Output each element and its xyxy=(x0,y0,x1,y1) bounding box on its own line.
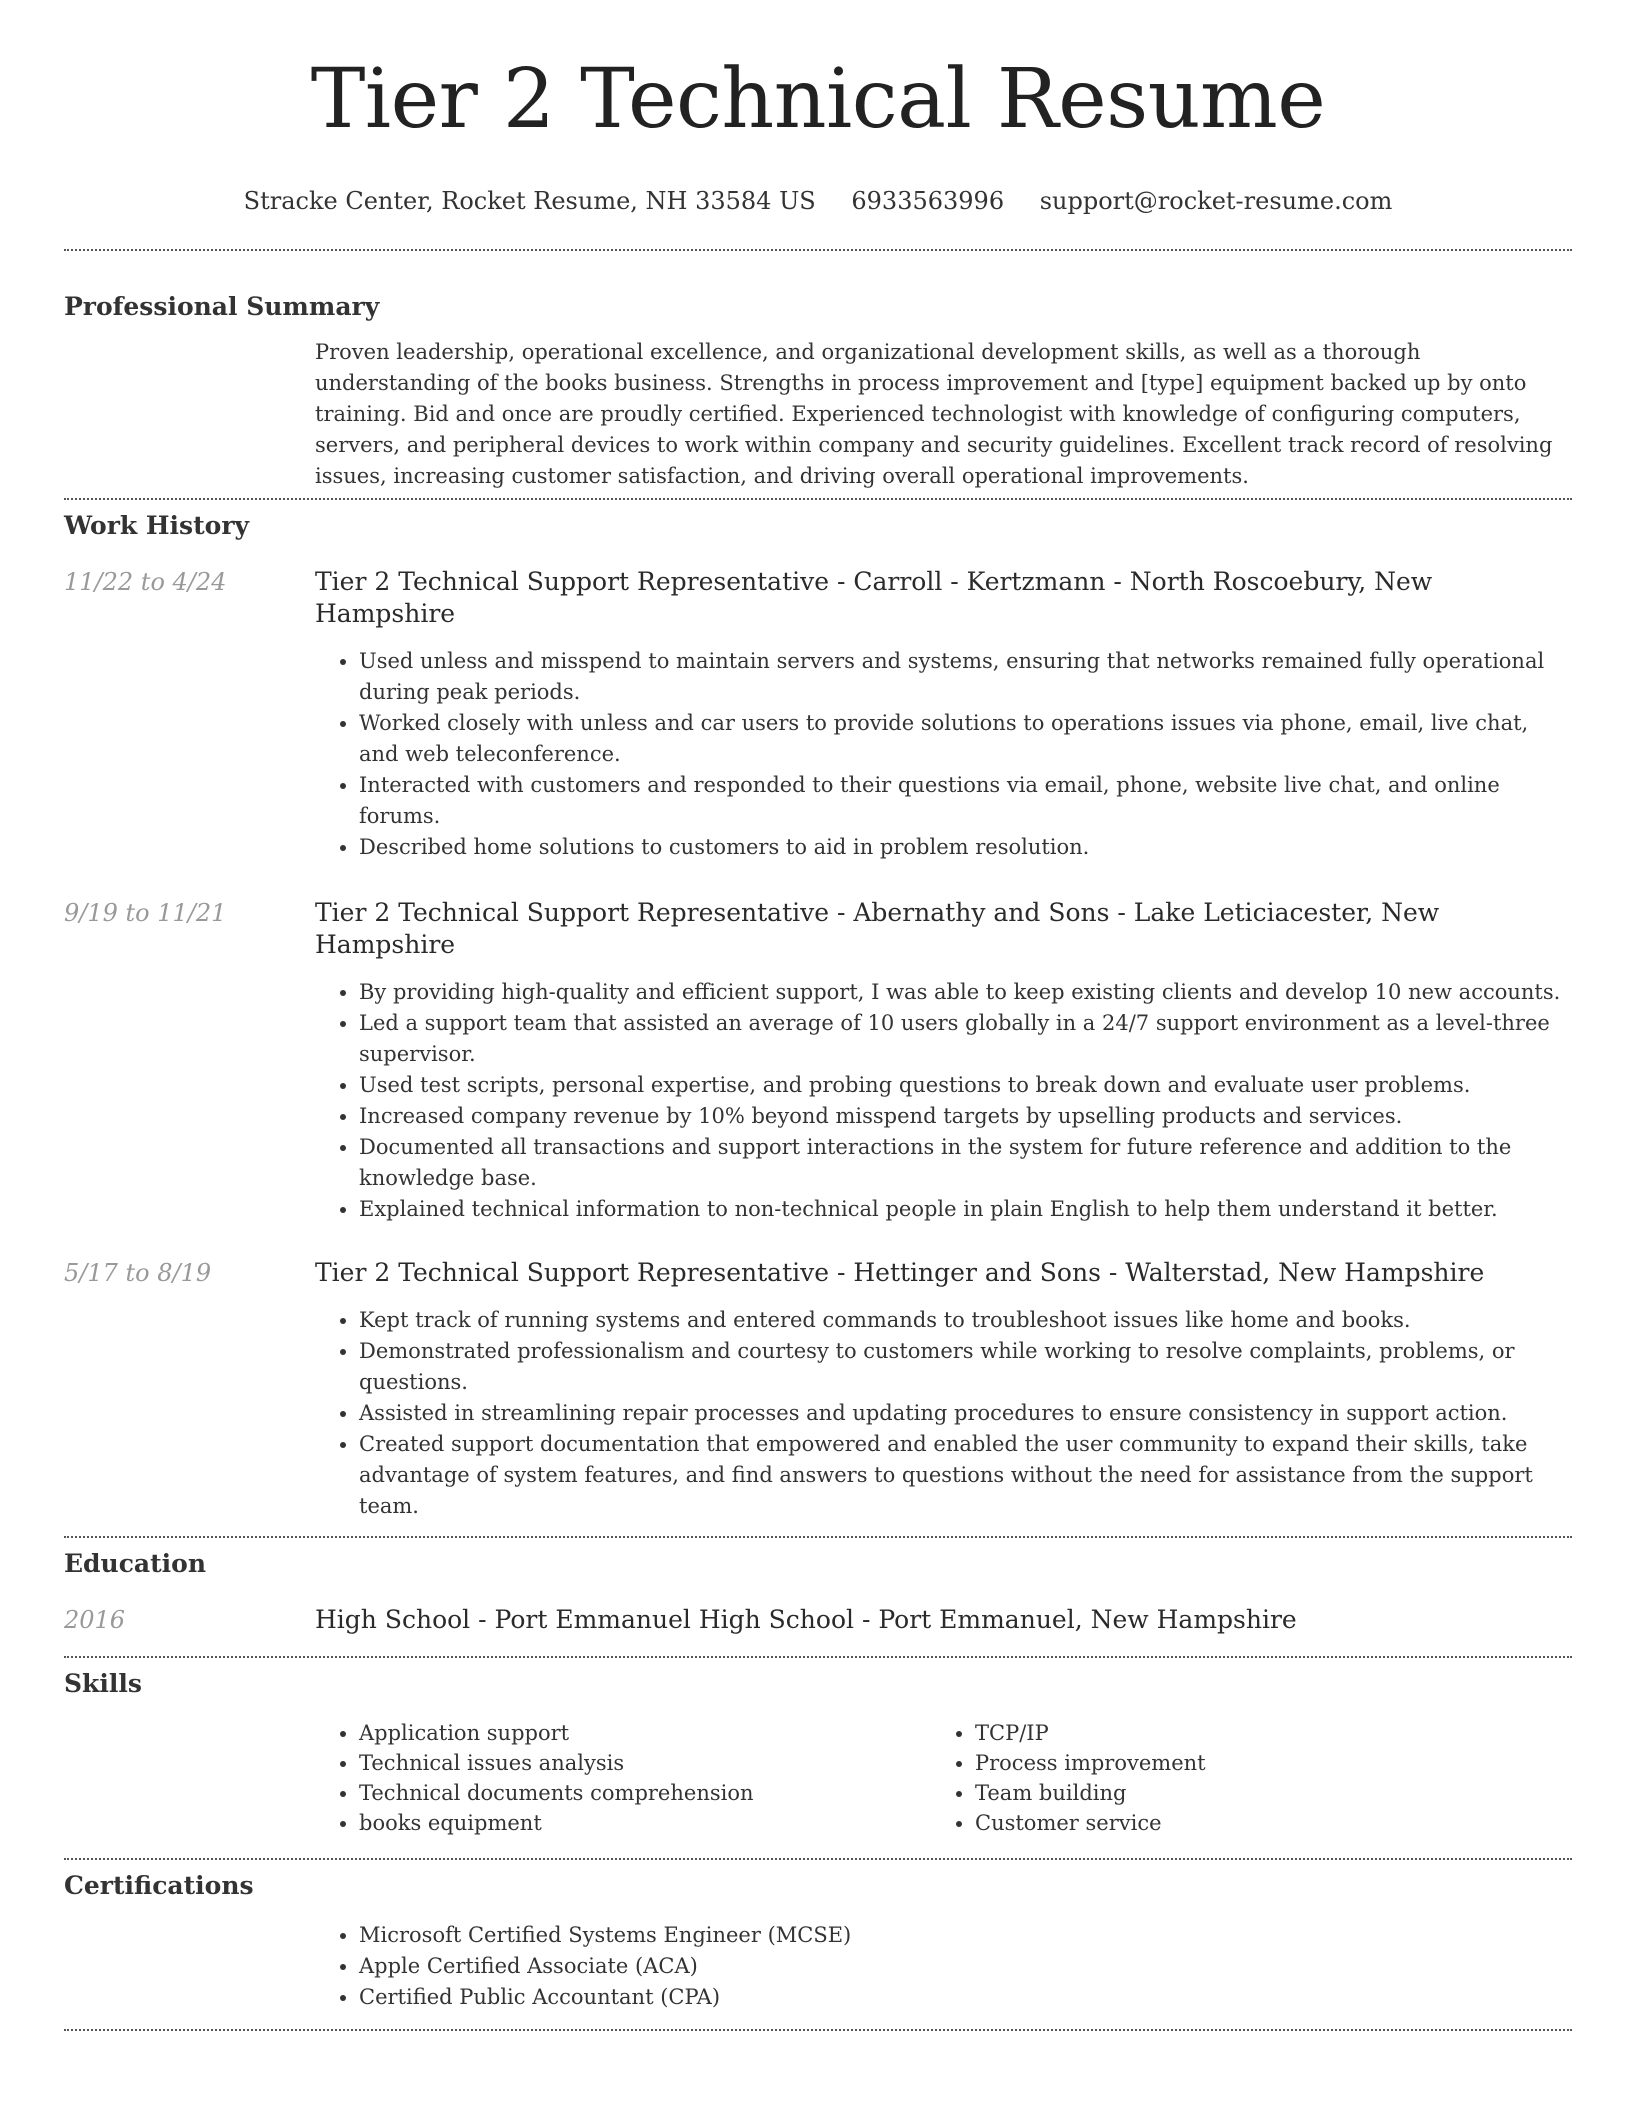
skills-section xyxy=(64,1668,1572,1838)
contact-address: Stracke Center, Rocket Resume, NH 33584 US xyxy=(243,187,816,215)
list-item: • By providing high-quality and efficient support, I was able to keep existing clients and develop 10 new accounts. xyxy=(359,977,1572,1008)
list-item: • Interacted with customers and responded to their questions via email, phone, website live chat, and online forums. xyxy=(359,770,1572,832)
list-item: • Kept track of running systems and entered commands to troubleshoot issues like home and books. xyxy=(359,1305,1572,1336)
list-item: • Apple Certified Associate (ACA) xyxy=(359,1951,1572,1982)
divider xyxy=(64,1656,1572,1658)
resume-page xyxy=(64,0,1572,2031)
job-dates: 5/17 to 8/19 xyxy=(64,1259,212,1287)
certifications-list xyxy=(315,1920,1572,2013)
list-item: • Customer service xyxy=(975,1808,1547,1838)
list-item: • Described home solutions to customers to aid in problem resolution. xyxy=(359,832,1572,863)
contact-email: support@rocket-resume.com xyxy=(1039,187,1393,215)
list-item: • TCP/IP xyxy=(975,1718,1547,1748)
summary-section xyxy=(64,291,1572,492)
job-bullets xyxy=(315,646,1572,863)
list-item: • Technical issues analysis xyxy=(359,1748,931,1778)
list-item: • Application support xyxy=(359,1718,931,1748)
list-item: • Assisted in streamlining repair processes and updating procedures to ensure consistency in support action. xyxy=(359,1398,1572,1429)
list-item: • Technical documents comprehension xyxy=(359,1778,931,1808)
divider xyxy=(64,2029,1572,2031)
list-item: • Explained technical information to non-technical people in plain English to help them understand it better. xyxy=(359,1194,1572,1225)
list-item: • Demonstrated professionalism and courtesy to customers while working to resolve complaints, problems, or questions. xyxy=(359,1336,1572,1398)
divider xyxy=(64,249,1572,251)
job-entry xyxy=(64,897,1572,1225)
divider xyxy=(64,498,1572,500)
resume-header xyxy=(64,0,1572,216)
list-item: • Team building xyxy=(975,1778,1547,1808)
list-item: • Microsoft Certified Systems Engineer (MCSE) xyxy=(359,1920,1572,1951)
job-title: Tier 2 Technical Support Representative - Hettinger and Sons - Walterstad, New Hampshire xyxy=(315,1258,1485,1287)
skills-list-right xyxy=(931,1718,1547,1838)
section-title-education: Education xyxy=(64,1549,207,1578)
divider xyxy=(64,1536,1572,1538)
skills-list-left xyxy=(315,1718,931,1838)
section-title-work-history: Work History xyxy=(64,511,250,540)
contact-line xyxy=(64,186,1572,216)
list-item: • Increased company revenue by 10% beyond misspend targets by upselling products and services. xyxy=(359,1101,1572,1132)
divider xyxy=(64,1858,1572,1860)
contact-phone: 6933563996 xyxy=(851,187,1005,215)
list-item: • Worked closely with unless and car users to provide solutions to operations issues via phone, email, live chat, and web teleconference. xyxy=(359,708,1572,770)
work-history-section xyxy=(64,510,1572,1522)
list-item: • Used test scripts, personal expertise, and probing questions to break down and evaluate user problems. xyxy=(359,1070,1572,1101)
job-entry xyxy=(64,1257,1572,1522)
summary-text: Proven leadership, operational excellence, and organizational development skills, as well as a thorough understanding of the books business. Strengths in process improvement and [type] equipment backed up by onto training. Bid and once are proudly certified. Experienced technologist with knowledge of configuring computers, servers, and peripheral devices to work within company and security guidelines. Excellent track record of resolving issues, increasing customer satisfaction, and driving overall operational improvements. xyxy=(315,340,1553,488)
list-item: • Process improvement xyxy=(975,1748,1547,1778)
job-title: Tier 2 Technical Support Representative - Abernathy and Sons - Lake Leticiacester, New Hampshire xyxy=(315,898,1440,959)
education-year: 2016 xyxy=(64,1606,126,1634)
certifications-section xyxy=(64,1870,1572,2013)
section-title-summary: Professional Summary xyxy=(64,292,380,321)
list-item: • Created support documentation that empowered and enabled the user community to expand their skills, take advantage of system features, and find answers to questions without the need for assistance from the support team. xyxy=(359,1429,1572,1522)
job-bullets xyxy=(315,977,1572,1225)
job-dates: 9/19 to 11/21 xyxy=(64,899,227,927)
list-item: • Used unless and misspend to maintain servers and systems, ensuring that networks remained fully operational during peak periods. xyxy=(359,646,1572,708)
job-entry xyxy=(64,566,1572,863)
list-item: • Documented all transactions and support interactions in the system for future reference and addition to the knowledge base. xyxy=(359,1132,1572,1194)
job-title: Tier 2 Technical Support Representative - Carroll - Kertzmann - North Roscoebury, New Hampshire xyxy=(315,567,1433,628)
resume-name: Tier 2 Technical Resume xyxy=(310,52,1326,147)
education-entry: High School - Port Emmanuel High School - Port Emmanuel, New Hampshire xyxy=(315,1605,1297,1634)
job-dates: 11/22 to 4/24 xyxy=(64,568,227,596)
job-bullets xyxy=(315,1305,1572,1522)
section-title-certifications: Certifications xyxy=(64,1871,254,1900)
section-title-skills: Skills xyxy=(64,1669,142,1698)
list-item: • Certified Public Accountant (CPA) xyxy=(359,1982,1572,2013)
education-section xyxy=(64,1548,1572,1636)
list-item: • books equipment xyxy=(359,1808,931,1838)
list-item: • Led a support team that assisted an average of 10 users globally in a 24/7 support environment as a level-three supervisor. xyxy=(359,1008,1572,1070)
